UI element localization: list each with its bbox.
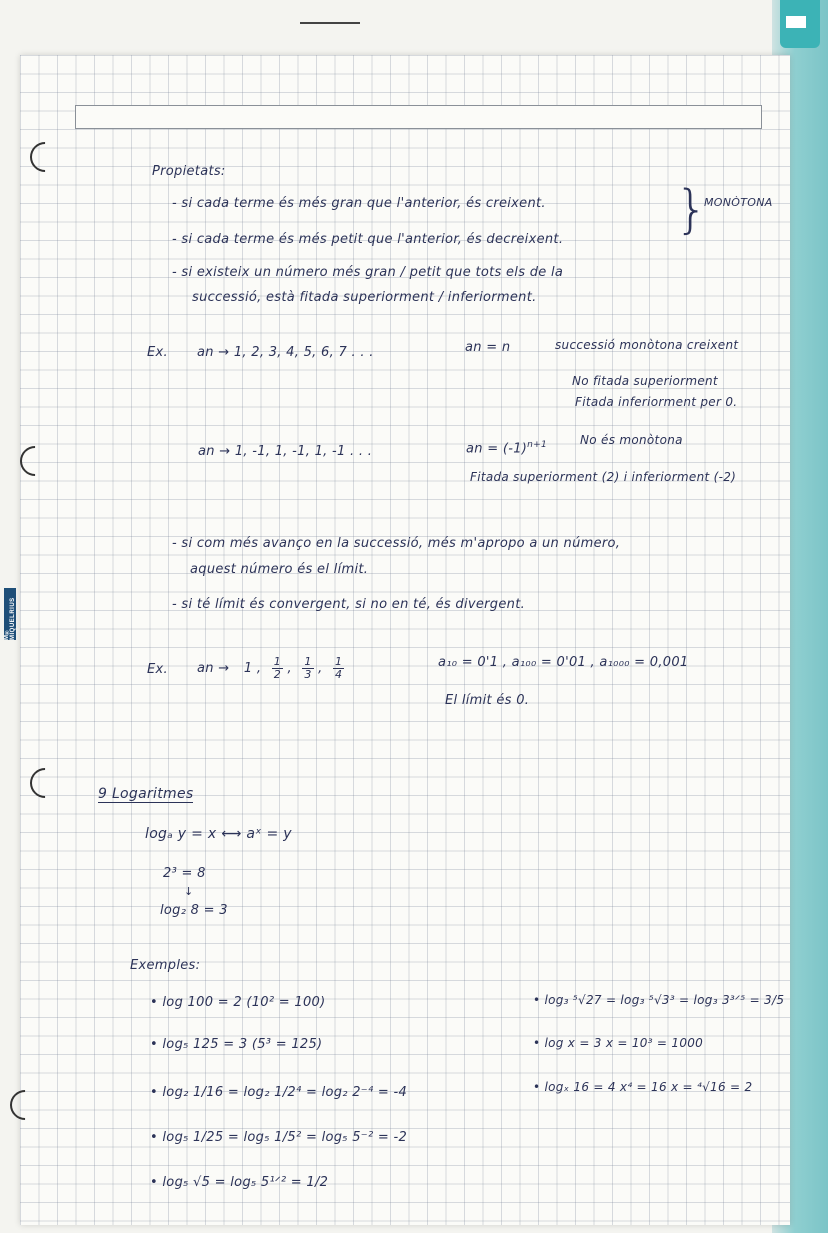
ex3-values: a₁₀ = 0'1 , a₁₀₀ = 0'01 , a₁₀₀₀ = 0,001 <box>438 655 689 670</box>
margin-brand: M® MIQUELRIUS <box>4 588 16 640</box>
bullet-limit-a: - si com més avanço en la successió, més m'apropo a un número, <box>172 536 621 551</box>
bullet-fitada-b: successió, està fitada superiorment / inferiorment. <box>192 290 537 305</box>
bullet-decreixent: - si cada terme és més petit que l'anterior, és decreixent. <box>172 232 564 247</box>
ex3-label: Ex. <box>147 662 168 677</box>
bullet-convergent: - si té límit és convergent, si no en té, és divergent. <box>172 597 526 612</box>
brace: } <box>675 180 709 240</box>
examples-label: Exemples: <box>130 958 201 973</box>
ex1-formula: an = n <box>465 340 511 355</box>
ex1-sequence: an → 1, 2, 3, 4, 5, 6, 7 . . . <box>197 345 374 360</box>
down-arrow: ↓ <box>184 885 194 898</box>
bullet-creixent: - si cada terme és més gran que l'anterior, és creixent. <box>172 196 546 211</box>
example-l5: • log₅ √5 = log₅ 5¹ᐟ² = 1/2 <box>150 1175 329 1190</box>
ex2-note2: Fitada superiorment (2) i inferiorment (-2) <box>470 470 737 484</box>
ex1-note2: No fitada superiorment <box>572 374 718 388</box>
heading-propietats: Propietats: <box>152 164 226 179</box>
example-r2: • log x = 3 x = 10³ = 1000 <box>533 1036 704 1050</box>
example-r3: • logₓ 16 = 4 x⁴ = 16 x = ⁴√16 = 2 <box>533 1080 753 1094</box>
log-example-log: log₂ 8 = 3 <box>160 903 228 918</box>
ex1-note3: Fitada inferiorment per 0. <box>575 395 738 409</box>
ex3-conclusion: El límit és 0. <box>445 693 530 708</box>
ex2-sequence: an → 1, -1, 1, -1, 1, -1 . . . <box>198 444 373 459</box>
example-l3: • log₂ 1/16 = log₂ 1/2⁴ = log₂ 2⁻⁴ = -4 <box>150 1085 408 1100</box>
example-l1: • log 100 = 2 (10² = 100) <box>150 995 326 1010</box>
bullet-fitada-a: - si existeix un número més gran / petit que tots els de la <box>172 265 564 280</box>
log-example-power: 2³ = 8 <box>163 866 206 881</box>
ex2-note1: No és monòtona <box>580 433 683 447</box>
log-definition: logₐ y = x ⟷ aˣ = y <box>145 826 292 842</box>
example-l4: • log₅ 1/25 = log₅ 1/5² = log₅ 5⁻² = -2 <box>150 1130 408 1145</box>
example-r1: • log₃ ⁵√27 = log₃ ⁵√3³ = log₃ 3³ᐟ⁵ = 3/5 <box>533 993 785 1007</box>
ex3-sequence: an → 1 , $\frac{1}{2}$ , $\frac{1}{3}$ , $\frac{1}{4}$ <box>197 655 343 681</box>
label-monotona: MONÒTONA <box>704 196 773 209</box>
ex1-label: Ex. <box>147 345 168 360</box>
ex2-formula: an = $(-1)^{n+1}$ <box>466 440 548 457</box>
page-header-box <box>75 105 762 129</box>
example-l2: • log₅ 125 = 3 (5³ = 125) <box>150 1037 323 1052</box>
section-logaritmes: 9 Logaritmes <box>98 786 194 802</box>
ex1-note1: successió monòtona creixent <box>555 338 739 352</box>
bullet-limit-b: aquest número és el límit. <box>190 562 369 577</box>
binder-tab <box>780 0 820 48</box>
paper-edge <box>300 22 360 24</box>
